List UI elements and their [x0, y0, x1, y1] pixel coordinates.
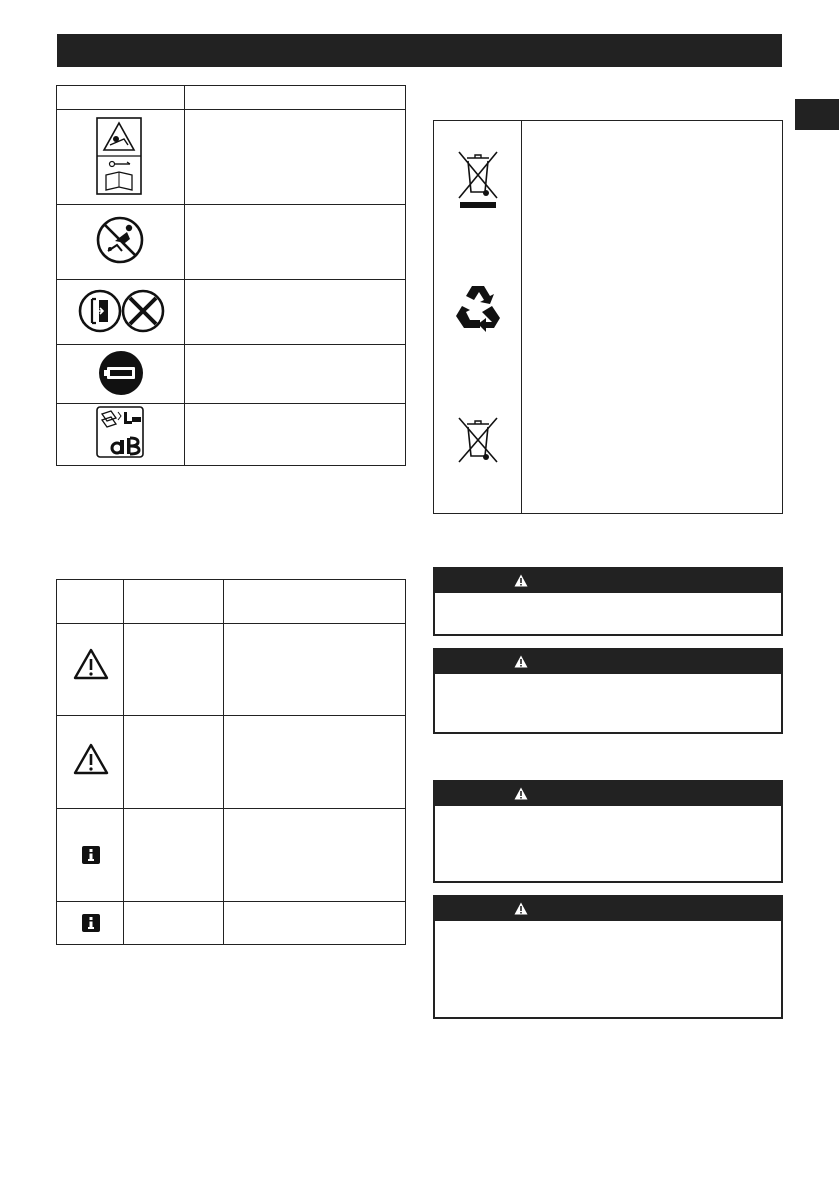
warning-box — [433, 648, 783, 734]
warning-triangle-icon — [514, 574, 528, 587]
warning-header — [435, 569, 781, 593]
sound-power-level-icon — [96, 406, 144, 458]
warning-triangle-icon — [73, 648, 109, 681]
warning-triangle-icon — [514, 787, 528, 800]
crossed-bin-icon — [455, 416, 501, 466]
page-header-bar — [57, 34, 782, 67]
info-icon — [82, 914, 100, 932]
remove-battery-before-maintenance-icon — [77, 288, 167, 334]
warning-header — [435, 782, 781, 806]
keep-bystanders-away-icon — [95, 215, 145, 265]
warning-triangle-icon — [514, 655, 528, 668]
language-tab — [795, 99, 839, 130]
warning-triangle-icon — [73, 743, 109, 776]
read-manual-icon — [96, 117, 142, 195]
warning-header — [435, 650, 781, 674]
li-ion-battery-icon — [98, 350, 144, 396]
warning-box — [433, 895, 783, 1019]
warning-header — [435, 897, 781, 921]
recycle-icon — [452, 282, 504, 332]
crossed-bin-icon — [455, 150, 501, 210]
warning-box — [433, 780, 783, 883]
warning-triangle-icon — [514, 902, 528, 915]
warning-box — [433, 567, 783, 636]
info-icon — [82, 846, 100, 864]
